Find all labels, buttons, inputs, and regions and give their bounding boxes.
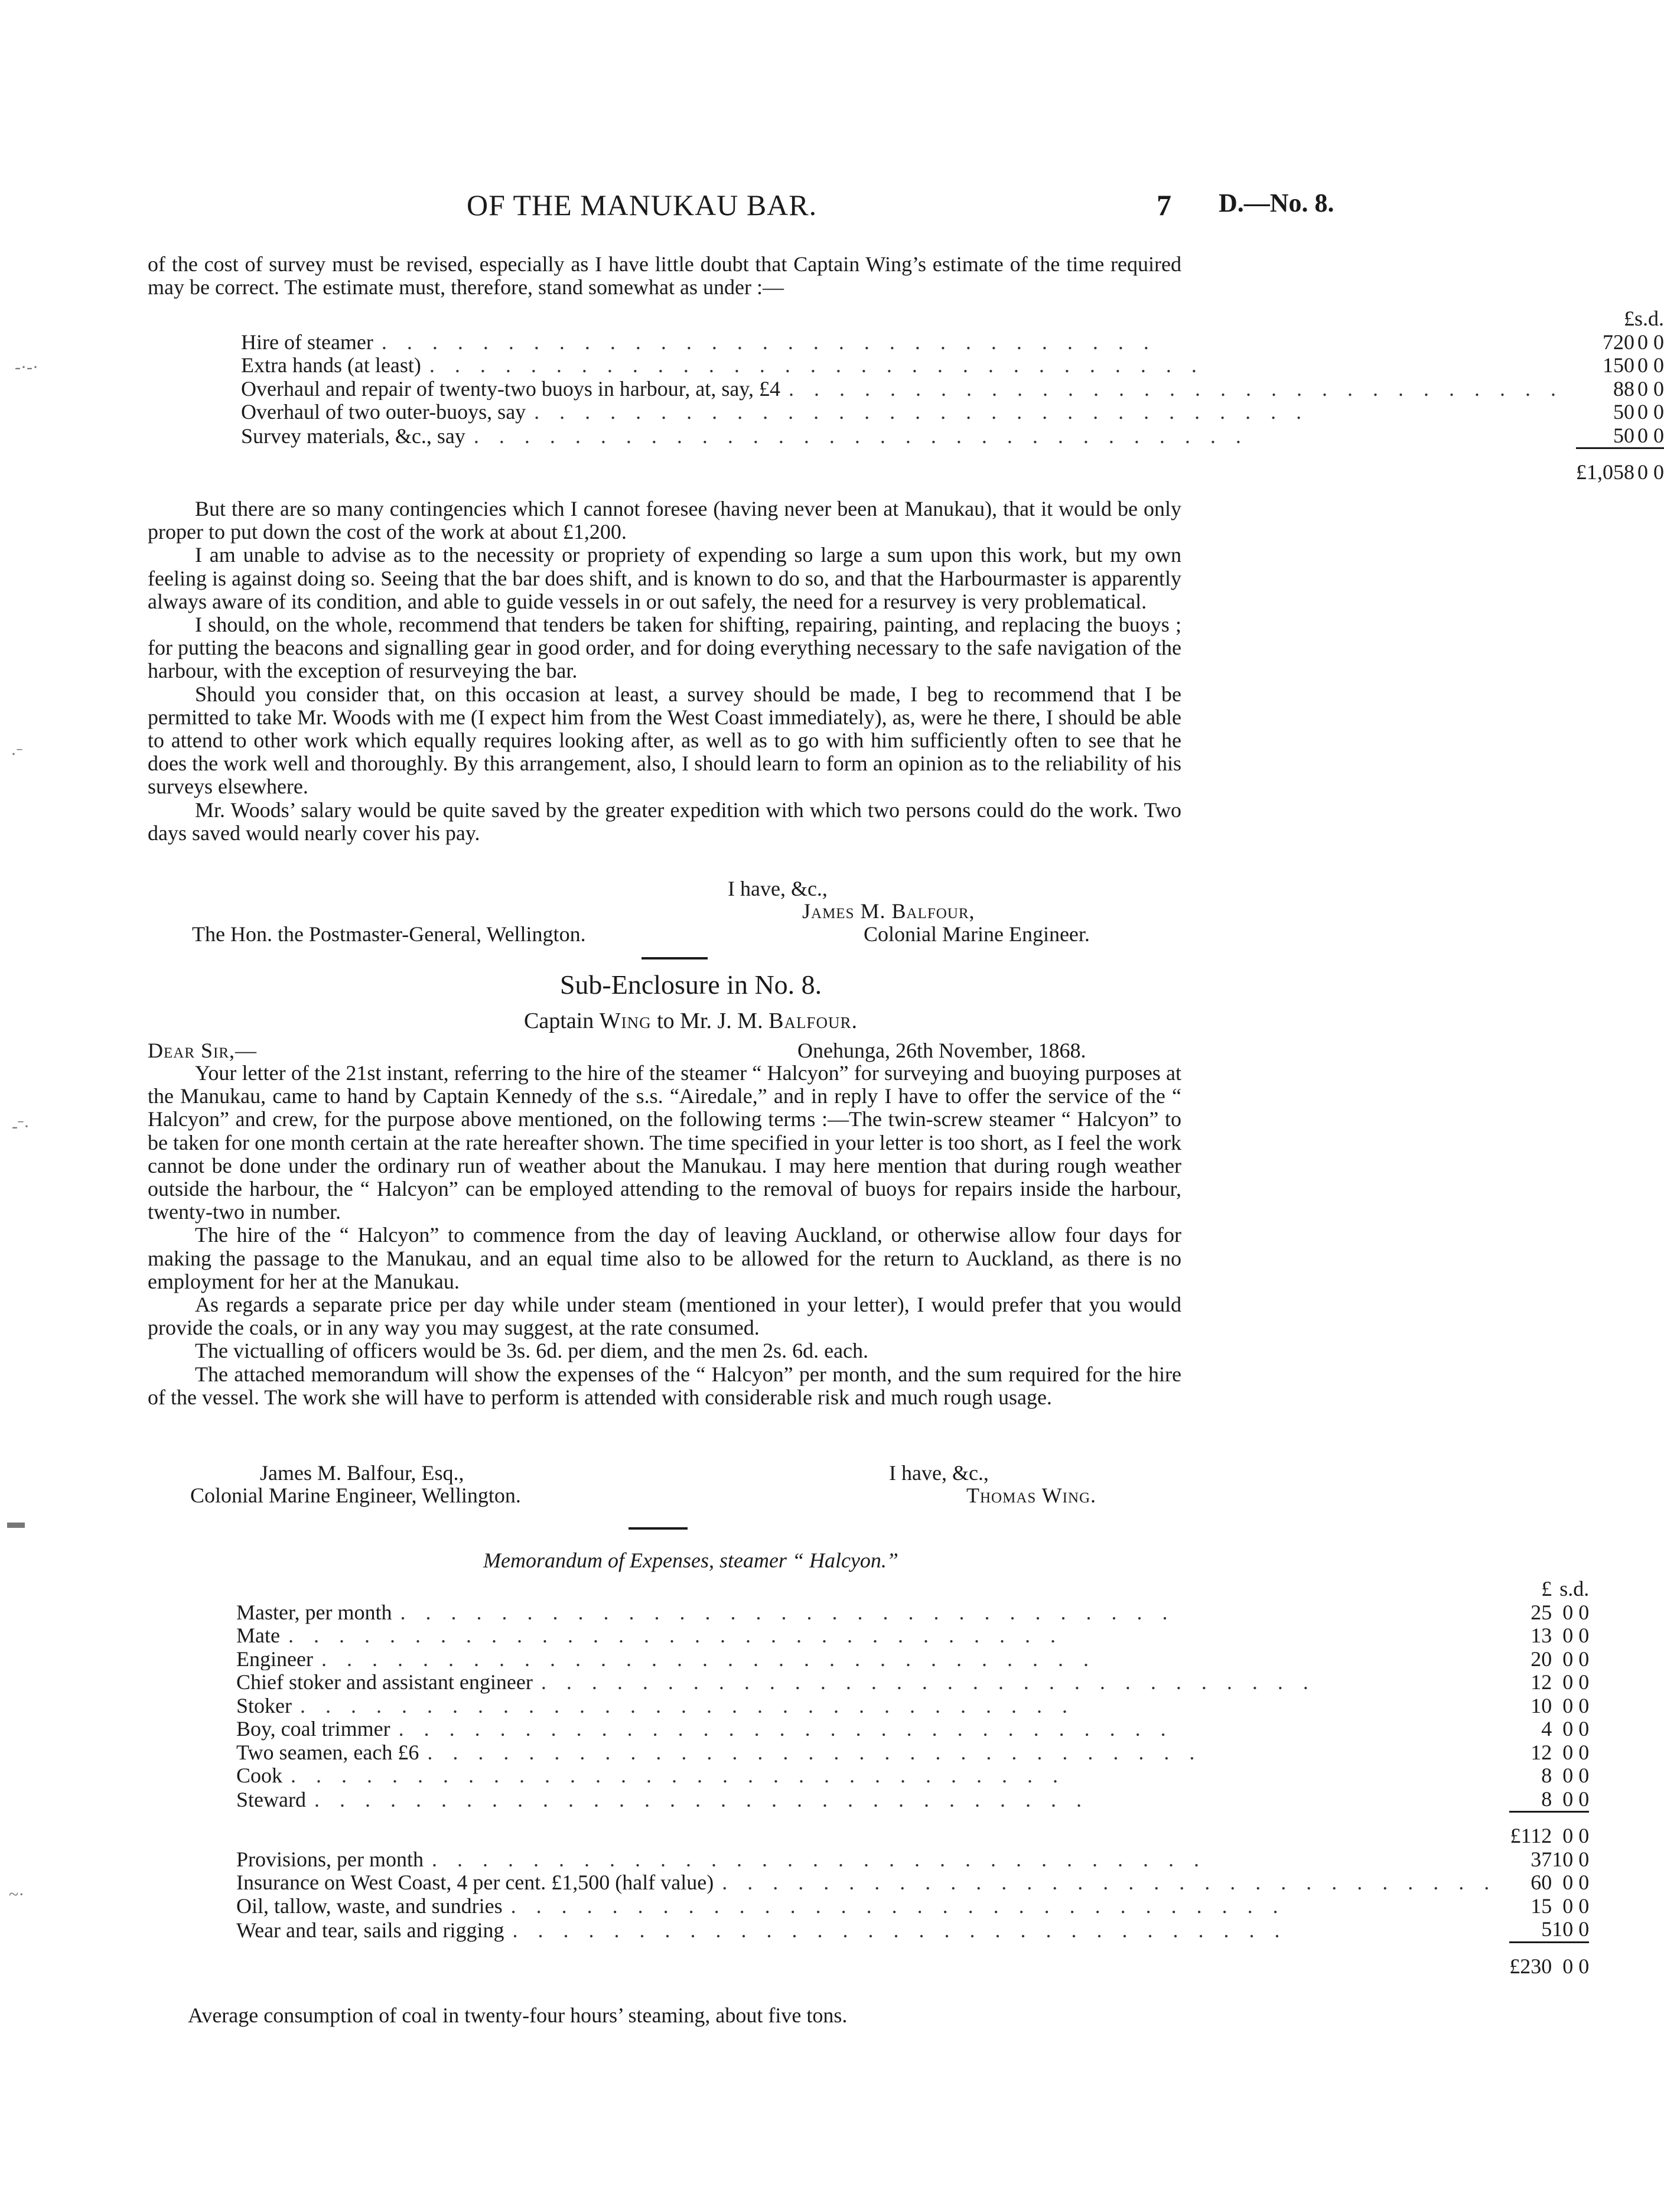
- line-item-pounds: 60: [1531, 1871, 1552, 1894]
- line-item-pounds: 5: [1541, 1917, 1552, 1941]
- line-item-pounds: 12: [1531, 1670, 1552, 1694]
- memo-other-row: [236, 1895, 1589, 1918]
- line-item-label: Cook: [236, 1764, 291, 1787]
- letter1-closing: I have, &c.,: [728, 877, 828, 900]
- memo-crew-rows: [236, 1601, 1589, 1812]
- line-item-pounds: 13: [1531, 1624, 1552, 1647]
- paragraph-advice: I am unable to advise as to the necessity or propriety of expending so large a sum upon this work, but my own feeling is against doing so. Seeing that the bar does shift, and is known to do so, and that the Harbourmaster is apparently always aware of its condition, and able to guide vessels in or out safely, the need for a resurvey is very problematical.: [148, 543, 1181, 613]
- line-item-pence: 0: [1578, 1740, 1590, 1764]
- line-item-shillings: 0: [1637, 376, 1648, 401]
- line-item-label: Hire of steamer: [241, 330, 382, 354]
- estimate-row: [241, 424, 1664, 448]
- line-item-pence: 0: [1578, 1693, 1590, 1717]
- line-item-label: Extra hands (at least): [241, 353, 429, 377]
- leader-dots: ...............................: [788, 376, 1576, 401]
- memo-crew-row: [236, 1648, 1589, 1671]
- enclosure-subheading: [0, 1008, 1382, 1034]
- shillings-header: s.: [1634, 307, 1648, 330]
- leader-dots: ...............................: [540, 1670, 1328, 1694]
- subheading-from: Wing: [599, 1009, 652, 1033]
- memo-subtotal-row: [236, 1820, 1589, 1848]
- memo-table: [236, 1577, 1589, 1978]
- leader-dots: ...............................: [321, 1647, 1109, 1671]
- line-item-label: Oil, tallow, waste, and sundries: [236, 1894, 511, 1918]
- leader-dots: ...............................: [288, 1624, 1076, 1647]
- letter1-addressee: The Hon. the Postmaster-General, Wellington.: [192, 922, 586, 946]
- memo-other-row: [236, 1848, 1589, 1872]
- line-item-shillings: 0: [1562, 1600, 1574, 1624]
- leader-dots: ...............................: [510, 1894, 1298, 1918]
- line-item-pounds: 20: [1531, 1647, 1552, 1671]
- running-title: OF THE MANUKAU BAR.: [467, 188, 818, 222]
- leader-dots: ...............................: [381, 330, 1169, 354]
- line-item-pounds: 720: [1602, 330, 1634, 354]
- estimate-total-row: [241, 456, 1664, 484]
- memo-shillings-header: s.: [1559, 1577, 1574, 1601]
- subheading-to: Balfour.: [768, 1009, 858, 1033]
- line-item-label: Overhaul and repair of twenty-two buoys in harbour, at, say, £4: [241, 377, 789, 401]
- pounds-header: £: [1623, 307, 1634, 330]
- margin-mark: -·-·: [15, 357, 38, 377]
- memo-crew-row: [236, 1741, 1589, 1765]
- leader-dots: ...............................: [400, 1600, 1188, 1624]
- estimate-row: [241, 354, 1664, 378]
- page-number: 7: [1157, 188, 1171, 222]
- paragraph-contingencies: But there are so many contingencies which I cannot foresee (having never been at Manukau), that it would be only proper to put down the cost of the work at about £1,200.: [148, 497, 1181, 544]
- line-item-shillings: 0: [1562, 1764, 1574, 1787]
- memo-footnote: Average consumption of coal in twenty-four hours’ steaming, about five tons.: [188, 2003, 848, 2027]
- memo-total-row: [236, 1950, 1589, 1979]
- salutation: Dear Sir,—: [148, 1039, 258, 1062]
- paragraph-recommendation: I should, on the whole, recommend that tenders be taken for shifting, repairing, painting, and replacing the buoys ; for putting the beacons and signalling gear in good order, and for doing everything necessary to the safe navigation of the harbour, with the exception of resurveying the bar.: [148, 613, 1181, 683]
- line-item-pence: 0: [1578, 1871, 1590, 1894]
- leader-dots: ...............................: [427, 1740, 1215, 1764]
- estimate-row: [241, 401, 1664, 424]
- leader-dots: ...............................: [432, 1847, 1220, 1871]
- leader-dots: ...............................: [473, 424, 1261, 448]
- line-item-pence: 0: [1578, 1624, 1590, 1647]
- enclosure-paragraph-reply: Your letter of the 21st instant, referring to the hire of the steamer “ Halcyon” for surveying and buoying purposes at the Manukau, came to hand by Captain Kennedy of the s.s. “Airedale,” and in reply I have to offer the service of the “ Halcyon” and crew, for the purpose above mentioned, on the following terms :—The twin-screw steamer “ Halcyon” to be taken for one month certain at the rate hereafter shown. The time specified in your letter is too short, as I feel the work cannot be done under the ordinary run of weather about the Manukau. I may here mention that during rough weather outside the harbour, the “ Halcyon” can be employed attending to the removal of buoys for repairs inside the harbour, twenty-two in number.: [148, 1061, 1181, 1224]
- place-date: Onehunga, 26th November, 1868.: [797, 1039, 1086, 1062]
- subheading-prefix: Captain: [524, 1009, 594, 1033]
- estimate-table: [241, 307, 1664, 484]
- line-item-pounds: 4: [1541, 1717, 1552, 1741]
- line-item-shillings: 0: [1637, 330, 1648, 354]
- line-item-pounds: 150: [1602, 353, 1634, 377]
- paragraph-salary: Mr. Woods’ salary would be quite saved by the greater expedition with which two persons could do the work. Two days saved would nearly cover his pay.: [148, 798, 1181, 845]
- line-item-shillings: 0: [1637, 400, 1648, 424]
- enclosure-paragraph-coals: As regards a separate price per day while under steam (mentioned in your letter), I would prefer that you would provide the coals, or in any way you may suggest, at the rate consumed.: [148, 1293, 1181, 1340]
- memo-crew-row: [236, 1671, 1589, 1694]
- line-item-shillings: 0: [1637, 423, 1648, 447]
- enclosure-addressee-title: Colonial Marine Engineer, Wellington.: [190, 1484, 521, 1507]
- estimate-row: [241, 331, 1664, 354]
- line-item-label: Mate: [236, 1624, 288, 1647]
- line-item-label: Wear and tear, sails and rigging: [236, 1918, 513, 1942]
- memo-subtotal-pence: 0: [1578, 1824, 1590, 1847]
- memo-other-rows: [236, 1848, 1589, 1943]
- line-item-pounds: 37: [1531, 1847, 1552, 1871]
- estimate-rows: [241, 331, 1664, 448]
- line-item-pounds: 15: [1531, 1894, 1552, 1918]
- currency-header-row: [241, 307, 1664, 331]
- enclosure-addressee-name: James M. Balfour, Esq.,: [260, 1461, 464, 1485]
- memo-pence-header: d.: [1573, 1577, 1590, 1601]
- memo-divider: [629, 1527, 688, 1530]
- leader-dots: ...............................: [429, 353, 1217, 377]
- opening-paragraph: of the cost of survey must be revised, especially as I have little doubt that Captain Wing’s estimate of the time required may be correct. The estimate must, therefore, stand somewhat as under :—: [148, 252, 1181, 300]
- document-reference: D.—No. 8.: [1219, 188, 1334, 217]
- line-item-label: Boy, coal trimmer: [236, 1717, 399, 1741]
- line-item-pence: 0: [1653, 330, 1664, 354]
- page-header: [0, 188, 1382, 229]
- line-item-shillings: 0: [1562, 1647, 1574, 1671]
- enclosure-closing: I have, &c.,: [889, 1461, 989, 1485]
- memo-crew-row: [236, 1624, 1589, 1648]
- line-item-shillings: 10: [1552, 1917, 1574, 1941]
- line-item-pence: 0: [1578, 1764, 1590, 1787]
- memo-total-pence: 0: [1578, 1954, 1590, 1978]
- line-item-pounds: 50: [1613, 423, 1634, 447]
- line-item-pence: 0: [1578, 1787, 1590, 1811]
- line-item-pounds: 12: [1531, 1740, 1552, 1764]
- memo-crew-row: [236, 1601, 1589, 1625]
- leader-dots: ...............................: [314, 1788, 1102, 1811]
- memo-crew-row: [236, 1788, 1589, 1812]
- line-item-pounds: 8: [1541, 1787, 1552, 1811]
- line-item-pence: 0: [1578, 1917, 1590, 1941]
- letter1-signature: James M. Balfour,: [802, 899, 975, 923]
- line-item-label: Insurance on West Coast, 4 per cent. £1,500 (half value): [236, 1871, 722, 1894]
- memo-crew-row: [236, 1717, 1589, 1741]
- letter-opening: [148, 253, 1181, 299]
- subheading-mid: to Mr. J. M.: [657, 1009, 763, 1033]
- enclosure-paragraph-memorandum: The attached memorandum will show the expenses of the “ Halcyon” per month, and the sum required for the hire of the vessel. The work she will have to perform is attended with considerable risk and much rough usage.: [148, 1362, 1181, 1409]
- line-item-label: Engineer: [236, 1647, 321, 1671]
- line-item-shillings: 0: [1562, 1871, 1574, 1894]
- line-item-pence: 0: [1653, 353, 1664, 377]
- line-item-shillings: 0: [1562, 1787, 1574, 1811]
- leader-dots: ...............................: [512, 1918, 1300, 1942]
- line-item-pence: 0: [1653, 400, 1664, 424]
- line-item-pence: 0: [1578, 1894, 1590, 1918]
- enclosure-paragraph-victualling: The victualling of officers would be 3s. 6d. per diem, and the men 2s. 6d. each.: [195, 1339, 869, 1363]
- memo-crew-row: [236, 1694, 1589, 1718]
- line-item-pounds: 8: [1541, 1764, 1552, 1787]
- line-item-shillings: 0: [1562, 1717, 1574, 1741]
- memo-subtotal-pounds: £112: [1510, 1824, 1552, 1847]
- line-item-shillings: 0: [1637, 353, 1648, 377]
- leader-dots: ...............................: [534, 400, 1322, 424]
- memo-crew-row: [236, 1764, 1589, 1788]
- line-item-label: Survey materials, &c., say: [241, 424, 474, 448]
- margin-mark: ·ˉ: [11, 744, 22, 764]
- line-item-pence: 0: [1578, 1670, 1590, 1694]
- line-item-shillings: 0: [1562, 1740, 1574, 1764]
- memo-other-row: [236, 1918, 1589, 1942]
- line-item-label: Steward: [236, 1788, 314, 1811]
- memo-total-pounds: £230: [1509, 1954, 1552, 1978]
- memo-total-shillings: 0: [1562, 1954, 1574, 1978]
- memo-currency-header-row: [236, 1577, 1589, 1601]
- line-item-pence: 0: [1578, 1847, 1590, 1871]
- line-item-pounds: 88: [1613, 376, 1634, 401]
- line-item-shillings: 0: [1562, 1670, 1574, 1694]
- paragraph-mr-woods: Should you consider that, on this occasion at least, a survey should be made, I beg to recommend that I be permitted to take Mr. Woods with me (I expect him from the West Coast immediately), as, were he there, I should be able to attend to other work which equally requires looking after, as well as to go with him sufficiently often to see that he does the work well and thoroughly. By this arrangement, also, I should learn to form an opinion as to the reliability of his surveys elsewhere.: [148, 682, 1181, 799]
- line-item-pounds: 25: [1531, 1600, 1552, 1624]
- leader-dots: ...............................: [300, 1693, 1087, 1717]
- line-item-pence: 0: [1578, 1647, 1590, 1671]
- estimate-total-pounds: £1,058: [1575, 460, 1634, 484]
- enclosure-signature: Thomas Wing.: [966, 1484, 1097, 1507]
- enclosure-body: [148, 1062, 1181, 1409]
- leader-dots: ...............................: [398, 1717, 1186, 1741]
- memo-other-row: [236, 1871, 1589, 1895]
- line-item-label: Two seamen, each £6: [236, 1741, 427, 1764]
- line-item-label: Provisions, per month: [236, 1847, 432, 1871]
- pence-header: d.: [1648, 307, 1664, 330]
- line-item-pence: 0: [1578, 1717, 1590, 1741]
- memo-pounds-header: £: [1541, 1577, 1552, 1601]
- line-item-shillings: 0: [1562, 1693, 1574, 1717]
- margin-mark: -ˉ·: [12, 1117, 30, 1136]
- line-item-pounds: 10: [1531, 1693, 1552, 1717]
- line-item-pounds: 50: [1613, 400, 1634, 424]
- memo-subtotal-shillings: 0: [1562, 1824, 1574, 1847]
- line-item-label: Overhaul of two outer-buoys, say: [241, 400, 534, 424]
- letter-body: [148, 497, 1181, 845]
- memo-title: Memorandum of Expenses, steamer “ Halcyon.”: [483, 1549, 898, 1572]
- line-item-pence: 0: [1578, 1600, 1590, 1624]
- line-item-label: Stoker: [236, 1694, 300, 1717]
- estimate-total-shillings: 0: [1637, 460, 1648, 484]
- line-item-pence: 0: [1653, 423, 1664, 447]
- enclosure-heading: Sub-Enclosure in No. 8.: [559, 970, 822, 1000]
- section-divider: [641, 957, 708, 959]
- line-item-label: Master, per month: [236, 1601, 400, 1624]
- leader-dots: ...............................: [722, 1871, 1510, 1894]
- estimate-total-pence: 0: [1653, 460, 1664, 484]
- estimate-row: [241, 378, 1664, 401]
- line-item-shillings: 0: [1562, 1624, 1574, 1647]
- margin-mark: ~·: [9, 1885, 25, 1904]
- letter1-signer-title: Colonial Marine Engineer.: [864, 922, 1090, 946]
- line-item-shillings: 10: [1552, 1847, 1574, 1871]
- enclosure-paragraph-hire: The hire of the “ Halcyon” to commence from the day of leaving Auckland, or otherwise allow four days for making the passage to the Manukau, and an equal time also to be allowed for the return to Auckland, as there is no employment for her at the Manukau.: [148, 1223, 1181, 1293]
- margin-mark: ▬: [7, 1512, 25, 1532]
- line-item-shillings: 0: [1562, 1894, 1574, 1918]
- leader-dots: ...............................: [291, 1764, 1079, 1787]
- line-item-pence: 0: [1653, 376, 1664, 401]
- line-item-label: Chief stoker and assistant engineer: [236, 1670, 541, 1694]
